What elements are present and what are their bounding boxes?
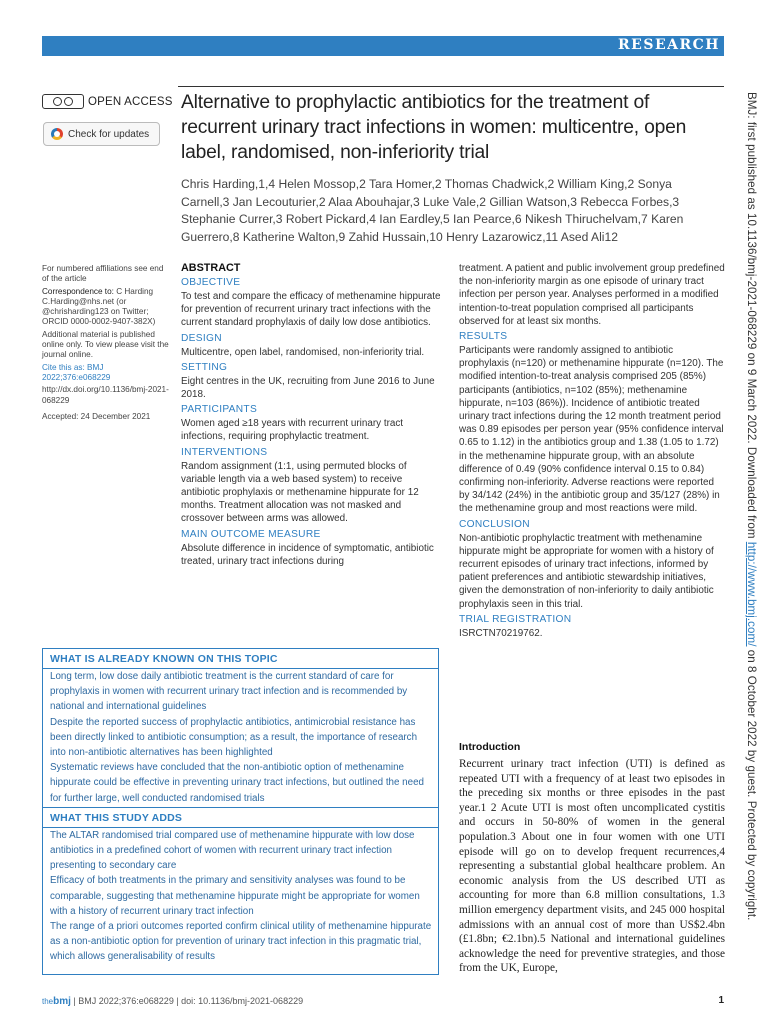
setting-section — [181, 361, 443, 401]
known-item: Systematic reviews have concluded that the non-antibiotic option of methenamine hippurate could be effective in preventing urinary tract infections, but outlined the need for further large, well conducted randomised trials — [50, 762, 424, 804]
affiliations-note: For numbered affiliations see end of the article — [42, 264, 164, 284]
design-section — [181, 332, 443, 359]
participants-heading: PARTICIPANTS — [181, 404, 258, 416]
footer-citation: | BMJ 2022;376:e068229 | doi: 10.1136/bmj-2021-068229 — [70, 996, 304, 1006]
title-rule — [178, 86, 724, 87]
journal-logo-bmj: bmj — [53, 996, 71, 1007]
participants-section — [181, 403, 443, 443]
article-sidebar — [42, 264, 172, 424]
box-divider — [43, 807, 438, 808]
objective-text: To test and compare the efficacy of methenamine hippurate for prevention of recurrent urinary tract infections with the current standard prophylaxis of daily low dose antibiotics. — [181, 291, 441, 329]
journal-logo-the: the — [42, 997, 54, 1006]
section-label: RESEARCH — [618, 37, 720, 53]
crossmark-icon — [51, 128, 63, 140]
adds-heading: WHAT THIS STUDY ADDS — [50, 811, 183, 824]
known-heading: WHAT IS ALREADY KNOWN ON THIS TOPIC — [50, 653, 278, 665]
objective-section — [181, 276, 443, 330]
participants-text: Women aged ≥18 years with recurrent urinary tract infections, requiring prophylactic treatment. — [181, 418, 404, 443]
vertical-copyright-notice — [744, 92, 758, 922]
results-section — [459, 330, 725, 516]
cite-as: Cite this as: BMJ 2022;376:e068229 — [42, 362, 111, 382]
abstract-column-right — [459, 262, 725, 642]
conclusion-heading: CONCLUSION — [459, 518, 530, 530]
additional-material-note: Additional material is published online only. To view please visit the journal online. — [42, 329, 169, 360]
open-access-label: OPEN ACCESS — [88, 95, 173, 108]
correspondence-label: Correspondence to: — [42, 286, 114, 296]
author-list: Chris Harding,1,4 Helen Mossop,2 Tara Homer,2 Thomas Chadwick,2 William King,2 Sonya Carnell,3 Jan Lecouturier,2 Alaa Abouhajar,3 Luke Vale,2 Gillian Watson,3 Rebecca Forbes,3 Stephanie Currer,3 Robert Pickard,4 Ian Eardley,5 Ian Pearce,6 Nikesh Thiruchelvam,7 Karen Guerrero,8 Katherine Walton,9 Zahid Hussain,10 Henry Lazarowicz,11 Ased Ali12 — [181, 177, 684, 244]
summary-box — [42, 648, 439, 975]
known-item: Long term, low dose daily antibiotic treatment is the current standard of care for prophylaxis in women with recurrent urinary tract infection and is recommended by national and international guidelines — [50, 671, 408, 713]
open-access-badge — [42, 94, 173, 109]
creative-commons-icon — [42, 94, 84, 109]
setting-heading: SETTING — [181, 361, 228, 373]
setting-text: Eight centres in the UK, recruiting from June 2016 to June 2018. — [181, 375, 435, 401]
article-title: Alternative to prophylactic antibiotics for the treatment of recurrent urinary tract infections in women: multicentre, open label, randomised, non-inferiority trial — [181, 92, 687, 163]
accepted-date: Accepted: 24 December 2021 — [42, 411, 151, 421]
page-number: 1 — [718, 995, 724, 1006]
outcome-section — [181, 528, 443, 568]
results-heading: RESULTS — [459, 331, 508, 343]
correspondence-text: C Harding C.Harding@nhs.net (or @chrisharding123 on Twitter; ORCID 0000-0002-9407-382X) — [42, 286, 156, 327]
interventions-section — [181, 446, 443, 526]
interventions-text: Random assignment (1:1, using permuted blocks of variable length via a web based system) to receive antibiotic prophylaxis or methenamine hippurate for 12 months. Treatment allocation was not masked and crossover between arms was allowed. — [181, 460, 419, 525]
adds-item: The range of a priori outcomes reported confirm clinical utility of methenamine hippurate as a non-antibiotic option for prevention of urinary tract infection in this pragmatic trial, which allows generalisability of results — [50, 921, 432, 963]
introduction-heading: Introduction — [459, 741, 521, 753]
notice-before: BMJ: first published as 10.1136/bmj-2021-068229 on 9 March 2022. Downloaded from — [745, 92, 758, 542]
results-text: Participants were randomly assigned to antibiotic prophylaxis (n=120) or methenamine hippurate (n=120). The modified intention-to-treat analysis comprised 205 (85%) participants (antibiotics, n=102 (85%); methenamine hippurate, n=103 (86%)). Incidence of antibiotic treated urinary tract infections during the 12 month treatment period was 0.89 episodes per person year (95% confidence interval 0.65 to 1.12) in the antibiotics group and 1.38 (1.05 to 1.72) in the methenamine hippurate group, with an absolute difference of 0.49 (90% confidence interval 0.15 to 0.84) confirming non-inferiority. Adverse reactions were reported by 34/142 (24%) in the antibiotic group and 35/127 (28%) in the methenamine group and most reactions were mild. — [459, 345, 724, 515]
outcome-continuation: treatment. A patient and public involvement group predefined the non-inferiority margin as one episode of urinary tract infection per person year. Analyses performed in a modified intention-to-treat population comprised all participants observed for at least six months. — [459, 263, 725, 327]
interventions-heading: INTERVENTIONS — [181, 446, 268, 458]
page-footer — [42, 996, 724, 1007]
doi-link[interactable]: http://dx.doi.org/10.1136/bmj-2021-068229 — [42, 385, 169, 405]
introduction-text: Recurrent urinary tract infection (UTI) is defined as repeated UTI with a frequency of at least two episodes in the preceding six months or three episodes in the past year.1 2 Acute UTI is most often uncomplicated cystitis and occurs in 50-80% of women in the general population.3 About one in four women with one UTI episode will go on to develop frequent recurrences,4 representing a substantial global healthcare problem. An economic analysis from the US described UTI as accounting for more than 6.8 million consultations, 1.3 million emergency department visits, and 245 000 hospital admissions with an annual cost of more than US$2.4bn (£1.8bn; €2.1bn).5 National and international guidelines acknowledge the need for preventive strategies, and those from the UK, Europe, — [459, 758, 725, 975]
design-text: Multicentre, open label, randomised, non-inferiority trial. — [181, 346, 425, 358]
conclusion-section — [459, 518, 725, 611]
outcome-heading: MAIN OUTCOME MEASURE — [181, 528, 321, 540]
abstract-heading: ABSTRACT — [181, 262, 241, 274]
section-banner — [42, 36, 724, 56]
registration-text: ISRCTN70219762. — [459, 627, 543, 639]
abstract-column-left — [181, 262, 443, 570]
bmj-link[interactable]: http://www.bmj.com/ — [745, 541, 758, 647]
known-item: Despite the reported success of prophylactic antibiotics, antimicrobial resistance has been directly linked to antibiotic consumption; as a result, the importance of research into non-antibiotic alternatives has been highlighted — [50, 716, 418, 759]
adds-item: The ALTAR randomised trial compared use of methenamine hippurate with low dose antibiotics in a predefined cohort of women with recurrent urinary tract infection presenting to secondary care — [50, 829, 415, 872]
check-updates-button[interactable] — [43, 122, 160, 146]
conclusion-text: Non-antibiotic prophylactic treatment with methenamine hippurate might be appropriate for women with a history of recurrent episodes of urinary tract infections, informed by patient preferences and antibiotic stewardship initiatives, given the demonstration of non-inferiority to daily antibiotic prophylaxis seen in this trial. — [459, 532, 714, 610]
adds-item: Efficacy of both treatments in the primary and sensitivity analyses was found to be comparable, suggesting that methenamine hippurate might be appropriate for women with a history of recurrent urinary tract infection — [50, 875, 420, 917]
registration-heading: TRIAL REGISTRATION — [459, 613, 572, 625]
registration-section — [459, 613, 725, 640]
vertical-notice-text — [745, 92, 758, 920]
notice-after: on 8 October 2022 by guest. Protected by copyright. — [745, 646, 758, 921]
check-updates-label: Check for updates — [68, 128, 150, 140]
objective-heading: OBJECTIVE — [181, 277, 241, 288]
outcome-text: Absolute difference in incidence of symptomatic, antibiotic treated, urinary tract infections during — [181, 542, 434, 567]
design-heading: DESIGN — [181, 332, 222, 344]
